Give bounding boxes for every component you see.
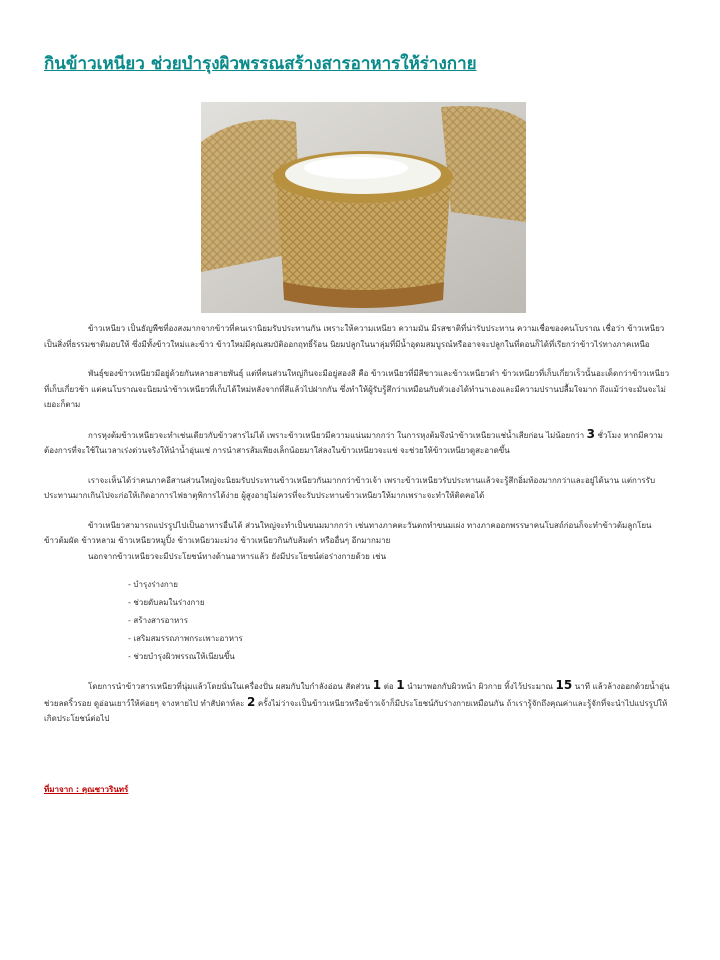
paragraph-benefits-intro: นอกจากข้าวเหนียวจะมีประโยชน์ทางด้านอาหารแล้ว ยังมีประโยชน์ต่อร่างกายด้วย เช่น [88,551,387,561]
paragraph-intro: ข้าวเหนียว เป็นธัญพืชที่องสงมากจากข้าวที่คนเรานิยมรับประทานกัน เพราะให้ความเหนียว ความมัน มีรสชาติที่น่ารับประทาน ความเชื่อของคนโบราณ เชื่อว่า ข้าวเหนียวเป็นสิ่งที่ธรรมชาติมอบให้ ซึ่งมีทั้งข้าวใหม่และข้าว ข้าวใหม่มีคุณสมบัติออกฤทธิ์ร้อน นิยมปลูกในนาลุ่มที่มีน้ำอุดมสมบูรณ์หรืออาจจะปลูกในที่ดอนก็ได้ที่เรียกว่าข้าวไร่ทางภาคเหนือ [44,324,665,349]
paragraph-cooking: การหุงต้มข้าวเหนียวจะทำเช่นเดียวกับข้าวสารไม่ได้ เพราะข้าวเหนียวมีความแน่นมากกว่า ในการหุงต้มจึงนำข้าวเหนียวแช่น้ำเสียก่อน ไม่น้อยกว่า 3 ชั่วโมง หากมีความต้องการที่จะใช้ในเวลาเร่งด่วนจริงให้นำน้ำอุ่นแช่ การนำสารส้มเพียงเล็กน้อยมาใส่ลงในข้าวเหนียวจะแช่ จะช่วยให้ข้าวเหนียวดูสะอาดขึ้น [44,426,663,455]
source-link[interactable]: ที่มาจาก : คุณชาวรินทร์ [44,785,129,794]
ratio-number-2: 1 [396,678,405,692]
minutes-number: 15 [555,678,573,692]
list-item: - เสริมสมรรถภาพกระเพาะอาหาร [128,634,243,643]
recipe-text-1: โดยการนำข้าวสารเหนียวที่นุ่มแล้วโดยนั่นในเครื่องปั่น ผสมกับใบกำลังอ่อน สัดส่วน [88,682,371,691]
times-per-week-number: 2 [247,694,256,709]
recipe-text-2: ต่อ [383,682,394,691]
paragraph-beauty-recipe [44,678,674,727]
page-title: กินข้าวเหนียว ช่วยบำรุงผิวพรรณสร้างสารอาหารให้ร่างกาย [44,54,477,74]
paragraph-northeast: เราจะเห็นได้ว่าคนภาคอีสานส่วนใหญ่จะนิยมรับประทานข้าวเหนียวกันมากกว่าข้าวเจ้า เพราะข้าวเหนียวรับประทานแล้วจะรู้สึกอิ่มท้องมากกว่าและอยู่ได้นาน แต่การรับประทานมากเกินไปจะก่อให้เกิดอาการไฟธาตุพิการได้ง่าย ผู้สูงอายุไม่ควรที่จะรับประทานข้าวเหนียวให้มากเพราะจะทำให้ติดคอได้ [44,475,656,500]
list-item: - ช่วยบำรุงผิวพรรณให้เนียนขึ้น [128,652,235,661]
soak-hours-number: 3 [586,426,595,441]
paragraph-varieties: พันธุ์ของข้าวเหนียวมีอยู่ด้วยกันหลายสายพันธุ์ แต่ที่คนส่วนใหญ่กินจะมีอยู่สองสี คือ ข้าวเหนียวที่มีสีขาวและข้าวเหนียวดำ ข้าวเหนียวที่เก็บเกี่ยวเร็วนั้นอะเด็ดกว่าข้าวเหนียวที่เก็บเกี่ยวช้า แต่คนโบราณจะนิยมนำข้าวเหนียวที่เก็บได้ใหม่หลังจากที่สีแล้วไปฝากกัน ซึ่งทำให้ผู้รับรู้สึกว่าเหมือนกับตัวเองได้ทำนาเองและมีความปรานปลื้มใจมาก ถึงแม้ว่าจะมันจะไม่เยอะก็ตาม [44,369,670,409]
list-item: - บำรุงร่างกาย [128,580,178,589]
article-body [44,321,674,741]
basket-illustration [201,102,526,313]
paragraph-desserts: ข้าวเหนียวสามารถแปรรูปไปเป็นอาหารอื่นได้ ส่วนใหญ่จะทำเป็นขนมมากกว่า เช่นทางภาคตะวันตกทำขนมเผ่ง ทางภาคออกพรรษาคนโบสถ์ก่อนก็จะทำข้าวต้มลูกโยน ข้าวต้มผัด ข้าวหลาม ข้าวเหนียวหมูปิ้ง ข้าวเหนียวมะม่วง ข้าวเหนียวกินกับส้มตำ หรืออื่นๆ อีกมากมาย [44,520,652,545]
sticky-rice-basket-photo [201,102,526,313]
recipe-text-5: ครั้งไม่ว่าจะเป็นข้าวเหนียวหรือข้าวเจ้าก็มีประโยชน์กับร่างกายเหมือนกัน ถ้าเรารู้จักถึงคุณค่าและรู้จักที่จะนำไปแปรรูปให้เกิดประโยชน์ต่อไป [44,698,668,723]
ratio-number-1: 1 [372,678,382,692]
list-item: - สร้างสารอาหาร [128,616,189,625]
recipe-text-4: นาที แล้วล้างออกด้วยน้ำอุ่นช่วยลดริ้วรอย ดูอ่อนเยาว์ให้ค่อยๆ จางหายไป ทำสัปดาห์ละ [44,682,670,708]
benefits-list [128,576,674,666]
list-item: - ช่วยดับลมในร่างกาย [128,598,205,607]
recipe-text-3: นำมาพอกกับผิวหน้า ผิวกาย ทิ้งไว้ประมาณ [407,682,553,691]
